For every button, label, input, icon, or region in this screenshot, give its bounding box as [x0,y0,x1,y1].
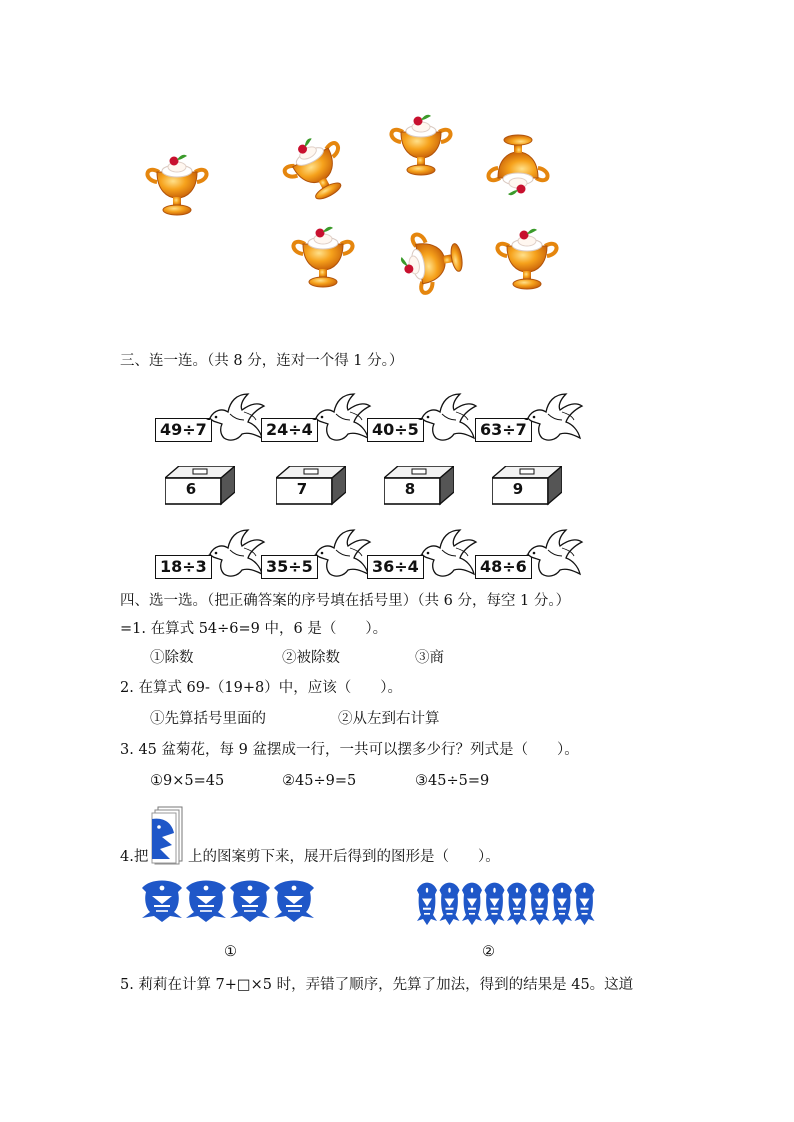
number-box[interactable] [492,466,562,506]
question-5: 5. 莉莉在计算 7+□×5 时，弄错了顺序，先算了加法，得到的结果是 45。这道 [120,977,634,993]
trophy-image [491,222,563,294]
box-number: 6 [185,480,197,498]
q4-suffix: 上的图案剪下来，展开后得到的图形是（ ）。 [188,849,500,865]
dove-icon [204,528,266,582]
q1-option-1[interactable]: ①除数 [150,650,194,666]
folded-paper-icon [150,805,186,865]
dove-icon [310,392,372,446]
q3-option-3[interactable]: ③45÷5=9 [415,773,490,789]
question-2: 2. 在算式 69-（19+8）中，应该（ ）。 [120,680,402,696]
box-number: 7 [296,480,308,498]
q3-option-1[interactable]: ①9×5=45 [150,773,225,789]
q4-choice-1[interactable]: ① [224,944,237,960]
trophy-image [395,226,467,298]
number-box[interactable] [384,466,454,506]
box-number: 8 [404,480,416,498]
expression-box[interactable]: 36÷4 [367,555,424,579]
expression-box[interactable]: 49÷7 [155,418,212,442]
trophy-image [141,148,213,220]
question-1: =1. 在算式 54÷6=9 中，6 是（ ）。 [120,621,388,637]
dove-icon [204,392,266,446]
q1-option-3[interactable]: ③商 [415,650,444,666]
expression-box[interactable]: 48÷6 [475,555,532,579]
dove-icon [310,528,372,582]
number-box[interactable] [276,466,346,506]
section3-title: 三、连一连。（共 8 分，连对一个得 1 分。） [120,353,404,369]
q1-option-2[interactable]: ②被除数 [282,650,340,666]
trophy-image [385,108,457,180]
trophy-image [287,220,359,292]
expression-box[interactable]: 18÷3 [155,555,212,579]
dove-icon [522,392,584,446]
dove-icon [416,392,478,446]
expression-box[interactable]: 63÷7 [475,418,532,442]
fish-pattern-option-1[interactable] [140,878,316,924]
box-number: 9 [512,480,524,498]
question-3: 3. 45 盆菊花，每 9 盆摆成一行，一共可以摆多少行？列式是（ ）。 [120,742,579,758]
trophy-image [482,130,554,202]
fish-pattern-option-2[interactable] [416,880,596,926]
expression-box[interactable]: 24÷4 [261,418,318,442]
q4-prefix: 4.把 [120,849,149,865]
number-box[interactable] [165,466,235,506]
section4-title: 四、选一选。（把正确答案的序号填在括号里）（共 6 分，每空 1 分。） [120,593,571,609]
expression-box[interactable]: 40÷5 [367,418,424,442]
q4-choice-2[interactable]: ② [482,944,495,960]
q2-option-1[interactable]: ①先算括号里面的 [150,711,266,727]
trophy-image [280,132,352,204]
dove-icon [522,528,584,582]
q2-option-2[interactable]: ②从左到右计算 [338,711,440,727]
q3-option-2[interactable]: ②45÷9=5 [282,773,357,789]
expression-box[interactable]: 35÷5 [261,555,318,579]
dove-icon [416,528,478,582]
